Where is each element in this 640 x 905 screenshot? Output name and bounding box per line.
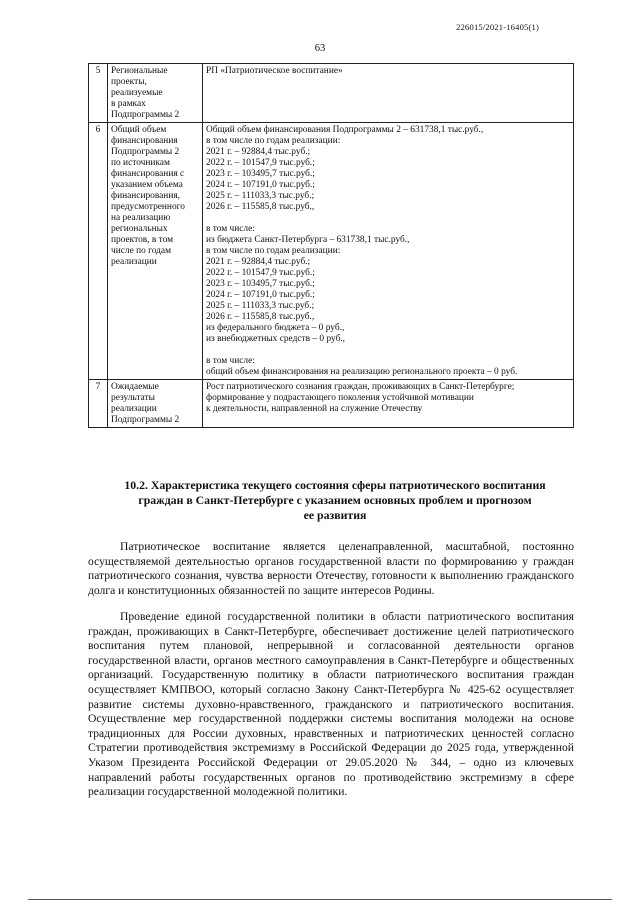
row-number: 5 bbox=[89, 64, 108, 123]
parameter-value-line: в том числе по годам реализации: bbox=[206, 246, 341, 256]
parameter-value-line: формирование у подрастающего поколения устойчивой мотивации bbox=[206, 393, 474, 403]
parameter-value-line: 2024 г. – 107191,0 тыс.руб.; bbox=[206, 290, 315, 300]
parameter-value-line: к деятельности, направленной на служение Отечеству bbox=[206, 404, 423, 414]
parameter-name-line: проектов, в том bbox=[111, 235, 174, 245]
document-id: 226015/2021-16405(1) bbox=[456, 22, 539, 32]
parameter-value-line: общий объем финансирования на реализацию регионального проекта – 0 руб. bbox=[206, 367, 518, 377]
parameter-value bbox=[203, 123, 574, 380]
parameter-value-line: 2026 г. – 115585,8 тыс.руб., bbox=[206, 312, 315, 322]
section-heading-line: граждан в Санкт-Петербурге с указанием основных проблем и прогнозом bbox=[138, 493, 532, 507]
parameter-name-line: финансирования, bbox=[111, 191, 180, 201]
parameter-value-line: 2023 г. – 103495,7 тыс.руб.; bbox=[206, 169, 315, 179]
parameter-name bbox=[108, 123, 203, 380]
page-bottom-border bbox=[28, 899, 612, 900]
parameter-name-line: реализации bbox=[111, 404, 157, 414]
table-row bbox=[89, 380, 574, 428]
parameter-value-line: Рост патриотического сознания граждан, проживающих в Санкт-Петербурге; bbox=[206, 382, 515, 392]
section-heading-line: ее развития bbox=[303, 508, 367, 522]
parameter-name bbox=[108, 64, 203, 123]
parameter-value-line: 2022 г. – 101547,9 тыс.руб.; bbox=[206, 268, 315, 278]
parameter-name-line: результаты bbox=[111, 393, 155, 403]
section-heading-line: 10.2. Характеристика текущего состояния сферы патриотического воспитания bbox=[124, 478, 546, 492]
blank-line bbox=[206, 345, 570, 356]
parameter-value-line: 2025 г. – 111033,3 тыс.руб.; bbox=[206, 301, 315, 311]
parameter-value-line: 2021 г. – 92884,4 тыс.руб.; bbox=[206, 147, 311, 157]
parameter-name-line: указанием объема bbox=[111, 180, 183, 190]
parameter-value-line: 2022 г. – 101547,9 тыс.руб.; bbox=[206, 158, 315, 168]
parameter-value-line: из федерального бюджета – 0 руб., bbox=[206, 323, 345, 333]
parameter-name-line: в рамках bbox=[111, 99, 146, 109]
parameter-value-line: РП «Патриотическое воспитание» bbox=[206, 66, 343, 76]
page-number: 63 bbox=[314, 43, 326, 54]
parameter-value-line: из внебюджетных средств – 0 руб., bbox=[206, 334, 346, 344]
parameter-value bbox=[203, 380, 574, 428]
parameter-value-line: 2026 г. – 115585,8 тыс.руб., bbox=[206, 202, 315, 212]
parameter-name-line: региональных bbox=[111, 224, 168, 234]
parameter-name-line: предусмотренного bbox=[111, 202, 185, 212]
table-row bbox=[89, 123, 574, 380]
parameter-value-line: 2021 г. – 92884,4 тыс.руб.; bbox=[206, 257, 311, 267]
section-heading bbox=[90, 478, 580, 523]
parameter-value-line: 2025 г. – 111033,3 тыс.руб.; bbox=[206, 191, 315, 201]
blank-line bbox=[206, 213, 570, 224]
parameter-name-line: реализации bbox=[111, 257, 157, 267]
parameter-name-line: на реализацию bbox=[111, 213, 171, 223]
row-number: 7 bbox=[89, 380, 108, 428]
parameter-value bbox=[203, 64, 574, 123]
body-paragraph: Проведение единой государственной политики в области патриотического воспитания граждан, проживающих в Санкт-Петербурге, обеспечивает достижение целей патриотического воспитания путем плановой, непрерывной и согласованной деятельности органов государственной власти, органов местного самоуправления в Санкт-Петербурге и общественных организаций. Государственную политику в области патриотического воспитания граждан осуществляет КМПВОО, который согласно Закону Санкт-Петербурга № 425-62 осуществляет развитие системы духовно-нравственного, гражданского и патриотического воспитания. Осуществление мер государственной поддержки системы воспитания молодежи на основе традиционных для России духовных, нравственных и патриотических ценностей согласно Стратегии противодействия экстремизму в Российской Федерации до 2025 года, утвержденной Указом Президента Российской Федерации от 29.05.2020 № 344, – одно из ключевых направлений работы государственных органов по противодействию экстремизму в сфере реализации государственной молодежной политики. bbox=[88, 610, 574, 799]
parameter-value-line: Общий объем финансирования Подпрограммы 2 – 631738,1 тыс.руб., bbox=[206, 125, 484, 135]
parameter-name-line: по источникам bbox=[111, 158, 170, 168]
parameter-value-line: в том числе по годам реализации: bbox=[206, 136, 341, 146]
parameter-name-line: финансирования с bbox=[111, 169, 185, 179]
parameter-value-line: 2024 г. – 107191,0 тыс.руб.; bbox=[206, 180, 315, 190]
parameter-name-line: реализуемые bbox=[111, 88, 163, 98]
parameter-name-line: Подпрограммы 2 bbox=[111, 110, 180, 120]
parameter-name-line: Региональные bbox=[111, 66, 168, 76]
parameter-name-line: Общий объем bbox=[111, 125, 167, 135]
parameter-value-line: в том числе: bbox=[206, 356, 255, 366]
parameter-name-line: числе по годам bbox=[111, 246, 172, 256]
parameter-value-line: 2023 г. – 103495,7 тыс.руб.; bbox=[206, 279, 315, 289]
parameter-name-line: Подпрограммы 2 bbox=[111, 415, 180, 425]
body-paragraph: Патриотическое воспитание является целенаправленной, масштабной, постоянно осуществляемой деятельностью органов государственной власти по формированию у граждан патриотического сознания, чувства верности Отечеству, готовности к выполнению гражданского долга и конституционных обязанностей по защите интересов Родины. bbox=[88, 540, 574, 597]
parameter-name-line: Ожидаемые bbox=[111, 382, 159, 392]
row-number: 6 bbox=[89, 123, 108, 380]
parameter-name bbox=[108, 380, 203, 428]
parameter-name-line: финансирования bbox=[111, 136, 178, 146]
parameter-value-line: из бюджета Санкт-Петербурга – 631738,1 тыс.руб., bbox=[206, 235, 410, 245]
parameter-value-line: в том числе: bbox=[206, 224, 255, 234]
parameter-name-line: Подпрограммы 2 bbox=[111, 147, 180, 157]
subprogram-passport-table bbox=[88, 63, 574, 428]
parameter-name-line: проекты, bbox=[111, 77, 147, 87]
table-row bbox=[89, 64, 574, 123]
